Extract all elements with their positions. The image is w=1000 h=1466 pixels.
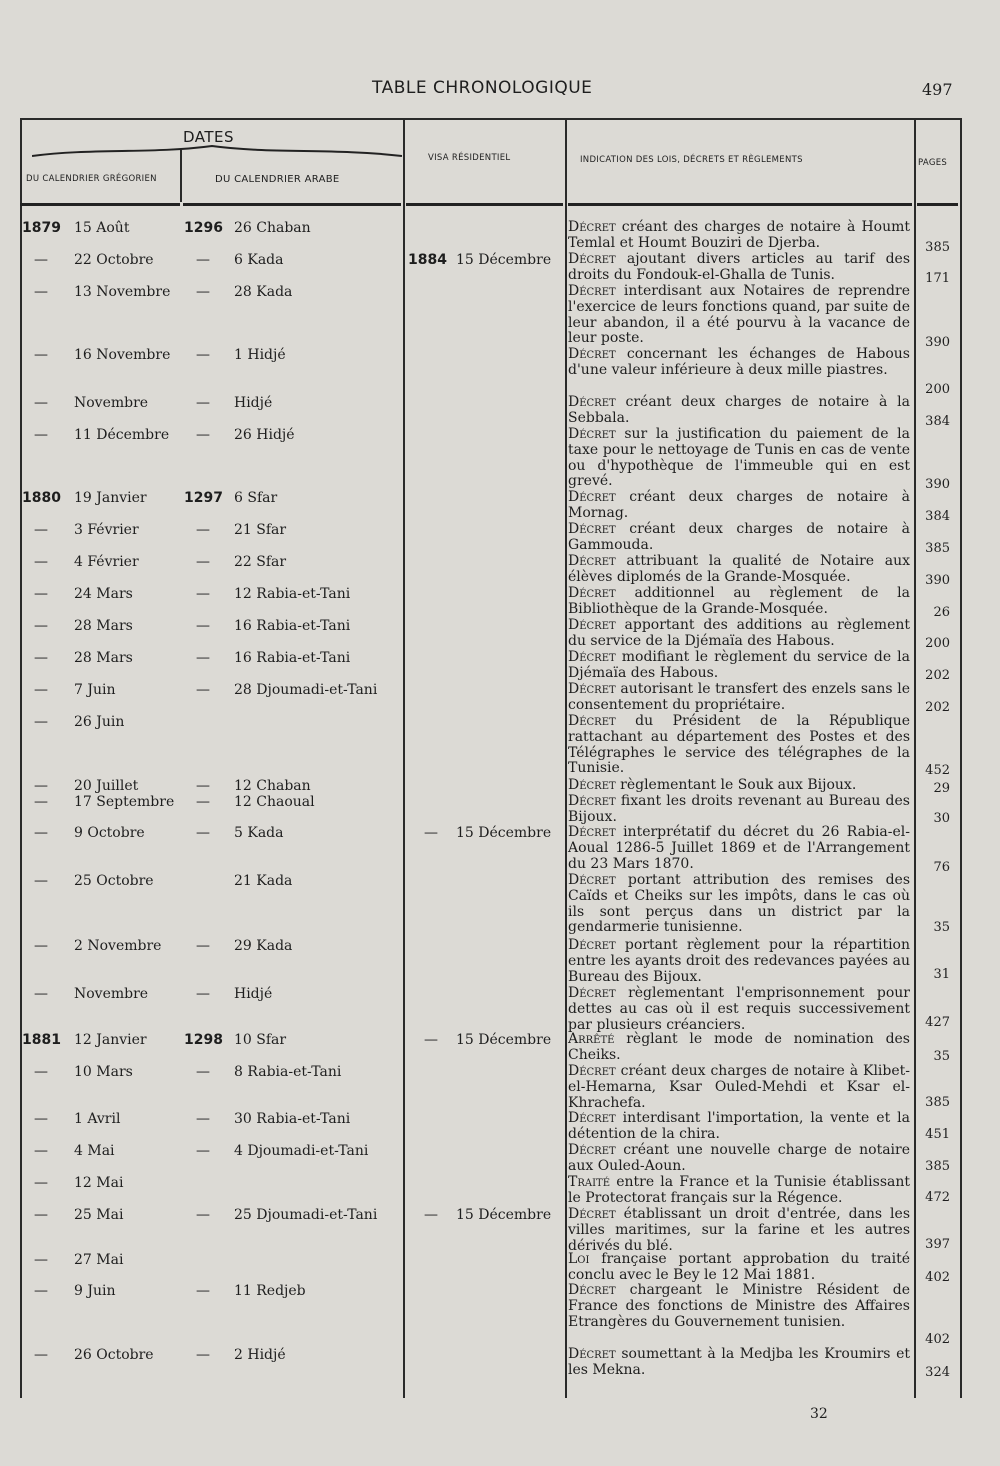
entry-description	[568, 1252, 910, 1284]
gregorian-date: 4 Mai	[74, 1143, 115, 1159]
page-reference: 200	[925, 636, 950, 651]
arab-date: 10 Sfar	[234, 1032, 287, 1048]
page-reference: 324	[925, 1365, 950, 1380]
entry-description	[568, 284, 910, 347]
entry-text: créant des charges de notaire à Houmt Temlal et Houmt Bouziri de Djerba.	[568, 219, 910, 251]
page-reference: 26	[933, 605, 950, 620]
gregorian-year: —	[34, 714, 48, 730]
header-rule	[917, 203, 958, 206]
gregorian-date: 16 Novembre	[74, 347, 171, 363]
entry-description	[568, 794, 910, 826]
arab-date: 11 Redjeb	[234, 1283, 306, 1299]
arab-year: —	[196, 284, 210, 300]
entry-text: interprétatif du décret du 26 Rabia-el-Aoual 1286-5 Juillet 1869 et de l'Arrangement du 23 Mars 1870.	[568, 824, 910, 872]
gregorian-year: —	[34, 1111, 48, 1127]
page-reference: 31	[933, 967, 950, 982]
arab-year: —	[196, 938, 210, 954]
arab-year: —	[196, 618, 210, 634]
page-reference: 202	[925, 668, 950, 683]
entry-description	[568, 395, 910, 427]
entry-description	[568, 1283, 910, 1330]
gregorian-year: —	[34, 1207, 48, 1223]
indication-header: INDICATION DES LOIS, DÉCRETS ET RÈGLEMENTS	[580, 155, 803, 165]
page-reference: 427	[925, 1015, 950, 1030]
header-rule	[20, 203, 180, 206]
header-rule	[183, 203, 401, 206]
entry-description	[568, 586, 910, 618]
arab-date: 2 Hidjé	[234, 1347, 286, 1363]
gregorian-year: 1879	[22, 220, 61, 236]
gregorian-year: —	[34, 618, 48, 634]
header-rule	[406, 203, 563, 206]
entry-text: du Président de la République rattachant au département des Postes et des Télégraphes le service des télégraphes de la Tunisie.	[568, 713, 910, 777]
arab-date: 29 Kada	[234, 938, 293, 954]
arab-date: 16 Rabia-et-Tani	[234, 618, 351, 634]
gregorian-date: 12 Janvier	[74, 1032, 147, 1048]
arab-year: —	[196, 1347, 210, 1363]
gregorian-year: —	[34, 347, 48, 363]
gregorian-year: —	[34, 427, 48, 443]
arab-date: 28 Kada	[234, 284, 293, 300]
arab-year: —	[196, 1064, 210, 1080]
arab-year: —	[196, 395, 210, 411]
gregorian-year: —	[34, 873, 48, 889]
arab-date: 12 Rabia-et-Tani	[234, 586, 351, 602]
arab-year: —	[196, 650, 210, 666]
gregorian-date: Novembre	[74, 986, 149, 1002]
entry-type: Décret	[568, 553, 616, 569]
entry-type: Décret	[568, 585, 616, 601]
entry-text: établissant un droit d'entrée, dans les villes maritimes, sur la farine et les autres dérivés du blé.	[568, 1206, 911, 1254]
arab-year: —	[196, 586, 210, 602]
gregorian-date: 12 Mai	[74, 1175, 124, 1191]
arab-date: 12 Chaban	[234, 778, 311, 794]
visa-date: 15 Décembre	[456, 1032, 552, 1048]
entry-type: Décret	[568, 1063, 616, 1079]
page-reference: 200	[925, 382, 950, 397]
gregorian-year: —	[34, 586, 48, 602]
arab-year: —	[196, 347, 210, 363]
entry-text: modifiant le règlement du service de la Djémaïa des Habous.	[568, 649, 910, 681]
arab-year: —	[196, 778, 210, 794]
arab-date: 16 Rabia-et-Tani	[234, 650, 351, 666]
entry-description	[568, 714, 910, 777]
gregorian-date: 22 Octobre	[74, 252, 154, 268]
table-top-rule	[20, 118, 962, 120]
entry-type: Décret	[568, 426, 616, 442]
page-reference: 385	[925, 541, 950, 556]
entry-description	[568, 650, 910, 682]
page-reference: 202	[925, 700, 950, 715]
entry-type: Décret	[568, 1346, 616, 1362]
arab-date: 6 Kada	[234, 252, 284, 268]
entry-type: Décret	[568, 681, 616, 697]
gregorian-year: 1880	[22, 490, 61, 506]
entry-text: règlementant l'emprisonnement pour dettes au cas où il est requis successivement par plusieurs créanciers.	[568, 985, 910, 1033]
gregorian-date: 28 Mars	[74, 618, 133, 634]
gregorian-date: 7 Juin	[74, 682, 116, 698]
arab-year: —	[196, 825, 210, 841]
entry-description	[568, 1064, 910, 1111]
entry-text: française portant approbation du traité conclu avec le Bey le 12 Mai 1881.	[568, 1251, 910, 1283]
column-rule	[403, 120, 405, 1398]
entry-description	[568, 825, 910, 872]
entry-description	[568, 938, 910, 985]
page-reference: 35	[933, 920, 950, 935]
visa-year: —	[424, 1032, 438, 1048]
visa-date: 15 Décembre	[456, 252, 552, 268]
gregorian-date: 20 Juillet	[74, 778, 139, 794]
visa-date: 15 Décembre	[456, 1207, 552, 1223]
gregorian-date: 26 Juin	[74, 714, 125, 730]
gregorian-year: 1881	[22, 1032, 61, 1048]
page-reference: 384	[925, 509, 950, 524]
entry-type: Loi	[568, 1251, 590, 1267]
entry-type: Décret	[568, 283, 616, 299]
gregorian-year: —	[34, 938, 48, 954]
page-reference: 385	[925, 1159, 950, 1174]
column-rule	[565, 120, 567, 1398]
arab-year: —	[196, 252, 210, 268]
visa-year: —	[424, 1207, 438, 1223]
entry-text: ajoutant divers articles au tarif des droits du Fondouk-el-Ghalla de Tunis.	[568, 251, 910, 283]
arab-year: —	[196, 986, 210, 1002]
page-reference: 385	[925, 240, 950, 255]
arab-date: 4 Djoumadi-et-Tani	[234, 1143, 369, 1159]
column-rule	[914, 120, 916, 1398]
arab-year: —	[196, 1207, 210, 1223]
visa-header: VISA RÉSIDENTIEL	[428, 153, 511, 163]
entry-type: Décret	[568, 649, 616, 665]
gregorian-date: 4 Février	[74, 554, 139, 570]
entry-text: interdisant l'importation, la vente et la détention de la chira.	[568, 1110, 910, 1142]
gregorian-date: 25 Octobre	[74, 873, 154, 889]
entry-type: Décret	[568, 489, 616, 505]
gregorian-year: —	[34, 778, 48, 794]
entry-type: Arrêté	[568, 1031, 615, 1047]
entry-text: attribuant la qualité de Notaire aux élèves diplomés de la Grande-Mosquée.	[568, 553, 910, 585]
gregorian-date: 25 Mai	[74, 1207, 124, 1223]
page-reference: 76	[933, 860, 950, 875]
gregorian-date: 10 Mars	[74, 1064, 133, 1080]
entry-description	[568, 1032, 910, 1064]
page-reference: 30	[933, 811, 950, 826]
entry-type: Décret	[568, 251, 616, 267]
gregorian-date: 27 Mai	[74, 1252, 124, 1268]
entry-type: Décret	[568, 346, 616, 362]
entry-text: portant règlement pour la répartition entre les ayants droit des redevances payées au Bureau des Bijoux.	[568, 937, 910, 985]
dates-header: DATES	[183, 128, 235, 146]
arab-year: —	[196, 554, 210, 570]
gregorian-date: 19 Janvier	[74, 490, 147, 506]
entry-text: créant deux charges de notaire à la Sebbala.	[568, 394, 910, 426]
entry-type: Décret	[568, 521, 616, 537]
entry-text: créant deux charges de notaire à Gammouda.	[568, 521, 910, 553]
arab-year: —	[196, 1111, 210, 1127]
gregorian-date: 26 Octobre	[74, 1347, 154, 1363]
entry-type: Décret	[568, 1110, 616, 1126]
gregorian-year: —	[34, 1064, 48, 1080]
entry-text: soumettant à la Medjba les Kroumirs et les Mekna.	[568, 1346, 911, 1378]
arab-date: 21 Sfar	[234, 522, 287, 538]
gregorian-date: 9 Juin	[74, 1283, 116, 1299]
page-reference: 384	[925, 414, 950, 429]
gregorian-date: 13 Novembre	[74, 284, 171, 300]
visa-date: 15 Décembre	[456, 825, 552, 841]
page-reference: 390	[925, 477, 950, 492]
gregorian-date: 3 Février	[74, 522, 139, 538]
entry-description	[568, 220, 910, 252]
entry-type: Décret	[568, 985, 616, 1001]
entry-text: additionnel au règlement de la Bibliothèque de la Grande-Mosquée.	[568, 585, 910, 617]
gregorian-date: Novembre	[74, 395, 149, 411]
arab-date: 12 Chaoual	[234, 794, 315, 810]
arab-year: —	[196, 794, 210, 810]
page-reference: 171	[925, 271, 950, 286]
entry-description	[568, 347, 910, 379]
visa-year: 1884	[408, 252, 447, 268]
arab-date: 1 Hidjé	[234, 347, 286, 363]
entry-description	[568, 252, 910, 284]
gregorian-year: —	[34, 1143, 48, 1159]
entry-type: Décret	[568, 824, 616, 840]
arab-header: DU CALENDRIER ARABE	[215, 174, 340, 185]
entry-text: entre la France et la Tunisie établissant le Protectorat français sur la Régence.	[568, 1174, 910, 1206]
arab-date: 21 Kada	[234, 873, 293, 889]
page-number: 497	[922, 80, 953, 99]
page-reference: 472	[925, 1190, 950, 1205]
entry-text: interdisant aux Notaires de reprendre l'exercice de leurs fonctions quand, par suite de leur abandon, il a été pourvu à la vacance de leur poste.	[568, 283, 910, 347]
entry-type: Décret	[568, 713, 616, 729]
entry-type: Décret	[568, 793, 616, 809]
gregorian-date: 1 Avril	[74, 1111, 121, 1127]
gregorian-year: —	[34, 1175, 48, 1191]
entry-description	[568, 522, 910, 554]
entry-description	[568, 554, 910, 586]
gregorian-year: —	[34, 794, 48, 810]
entry-text: apportant des additions au règlement du service de la Djémaïa des Habous.	[568, 617, 910, 649]
gregorian-date: 28 Mars	[74, 650, 133, 666]
arab-year: —	[196, 427, 210, 443]
entry-description	[568, 1111, 910, 1143]
page-reference: 452	[925, 763, 950, 778]
entry-text: concernant les échanges de Habous d'une valeur inférieure à deux mille piastres.	[568, 346, 910, 378]
entry-type: Traité	[568, 1174, 611, 1190]
entry-text: créant deux charges de notaire à Klibet-el-Hemarna, Ksar Ouled-Mehdi et Ksar el-Khrachefa.	[568, 1063, 910, 1111]
arab-date: Hidjé	[234, 395, 273, 411]
gregorian-date: 24 Mars	[74, 586, 133, 602]
gregorian-year: —	[34, 554, 48, 570]
entry-description	[568, 1347, 910, 1379]
signature-mark: 32	[810, 1406, 828, 1422]
page-reference: 385	[925, 1095, 950, 1110]
gregorian-year: —	[34, 650, 48, 666]
entry-type: Décret	[568, 777, 616, 793]
entry-type: Décret	[568, 872, 616, 888]
page-reference: 35	[933, 1049, 950, 1064]
entry-text: autorisant le transfert des enzels sans le consentement du propriétaire.	[568, 681, 910, 713]
entry-description	[568, 1207, 910, 1254]
page-reference: 402	[925, 1270, 950, 1285]
page-reference: 397	[925, 1237, 950, 1252]
arab-year: 1296	[184, 220, 223, 236]
gregorian-year: —	[34, 825, 48, 841]
entry-text: créant deux charges de notaire à Mornag.	[568, 489, 910, 521]
gregorian-year: —	[34, 682, 48, 698]
entry-type: Décret	[568, 1282, 616, 1298]
gregorian-year: —	[34, 284, 48, 300]
arab-year: —	[196, 682, 210, 698]
gregorian-year: —	[34, 1252, 48, 1268]
entry-type: Décret	[568, 1142, 616, 1158]
arab-year: —	[196, 522, 210, 538]
brace-icon	[32, 144, 402, 158]
page-reference: 29	[933, 781, 950, 796]
arab-date: 6 Sfar	[234, 490, 278, 506]
arab-year: 1297	[184, 490, 223, 506]
pages-header: PAGES	[918, 158, 948, 168]
gregorian-year: —	[34, 986, 48, 1002]
arab-date: 28 Djoumadi-et-Tani	[234, 682, 378, 698]
arab-date: 26 Hidjé	[234, 427, 295, 443]
page-reference: 451	[925, 1127, 950, 1142]
arab-date: 8 Rabia-et-Tani	[234, 1064, 342, 1080]
entry-text: créant une nouvelle charge de notaire aux Ouled-Aoun.	[568, 1142, 911, 1174]
entry-text: règlant le mode de nomination des Cheiks.	[568, 1031, 910, 1063]
gregorian-header: DU CALENDRIER GRÉGORIEN	[26, 174, 157, 184]
entry-text: sur la justification du paiement de la taxe pour le nettoyage de Tunis en cas de vente ou d'hypothèque de l'immeuble qui en est grevé.	[568, 426, 910, 490]
arab-date: 5 Kada	[234, 825, 284, 841]
arab-year: 1298	[184, 1032, 223, 1048]
entry-description	[568, 427, 910, 490]
arab-year: —	[196, 1143, 210, 1159]
running-header	[0, 78, 1000, 100]
entry-type: Décret	[568, 937, 616, 953]
arab-year: —	[196, 1283, 210, 1299]
entry-description	[568, 682, 910, 714]
entry-text: règlementant le Souk aux Bijoux.	[620, 777, 857, 793]
entry-description	[568, 873, 910, 936]
entry-text: portant attribution des remises des Caïds et Cheiks sur les impôts, dans le cas où ils sont perçus dans un district par la gendarmerie tunisienne.	[568, 872, 910, 936]
gregorian-year: —	[34, 1283, 48, 1299]
entry-type: Décret	[568, 617, 616, 633]
arab-date: 30 Rabia-et-Tani	[234, 1111, 351, 1127]
entry-description	[568, 1175, 910, 1207]
page-title: TABLE CHRONOLOGIQUE	[372, 78, 593, 98]
page-reference: 390	[925, 335, 950, 350]
entry-description	[568, 618, 910, 650]
entry-description	[568, 1143, 910, 1175]
table-left-rule	[20, 120, 22, 1398]
gregorian-date: 9 Octobre	[74, 825, 145, 841]
entry-type: Décret	[568, 1206, 616, 1222]
gregorian-date: 2 Novembre	[74, 938, 162, 954]
gregorian-date: 17 Septembre	[74, 794, 175, 810]
arab-date: 22 Sfar	[234, 554, 287, 570]
table-right-rule	[960, 120, 962, 1398]
gregorian-year: —	[34, 522, 48, 538]
entry-text: chargeant le Ministre Résident de France des fonctions de Ministre des Affaires Etrangères du Gouvernement tunisien.	[568, 1282, 911, 1330]
gregorian-date: 11 Décembre	[74, 427, 170, 443]
entry-description	[568, 490, 910, 522]
entry-type: Décret	[568, 394, 616, 410]
gregorian-year: —	[34, 395, 48, 411]
gregorian-year: —	[34, 252, 48, 268]
page-reference: 402	[925, 1332, 950, 1347]
gregorian-date: 15 Août	[74, 220, 130, 236]
arab-date: Hidjé	[234, 986, 273, 1002]
arab-date: 26 Chaban	[234, 220, 311, 236]
entry-type: Décret	[568, 219, 616, 235]
entry-description	[568, 778, 910, 794]
header-rule	[568, 203, 912, 206]
page-reference: 390	[925, 573, 950, 588]
entry-description	[568, 986, 910, 1033]
visa-year: —	[424, 825, 438, 841]
entry-text: fixant les droits revenant au Bureau des Bijoux.	[568, 793, 910, 825]
arab-date: 25 Djoumadi-et-Tani	[234, 1207, 378, 1223]
gregorian-year: —	[34, 1347, 48, 1363]
